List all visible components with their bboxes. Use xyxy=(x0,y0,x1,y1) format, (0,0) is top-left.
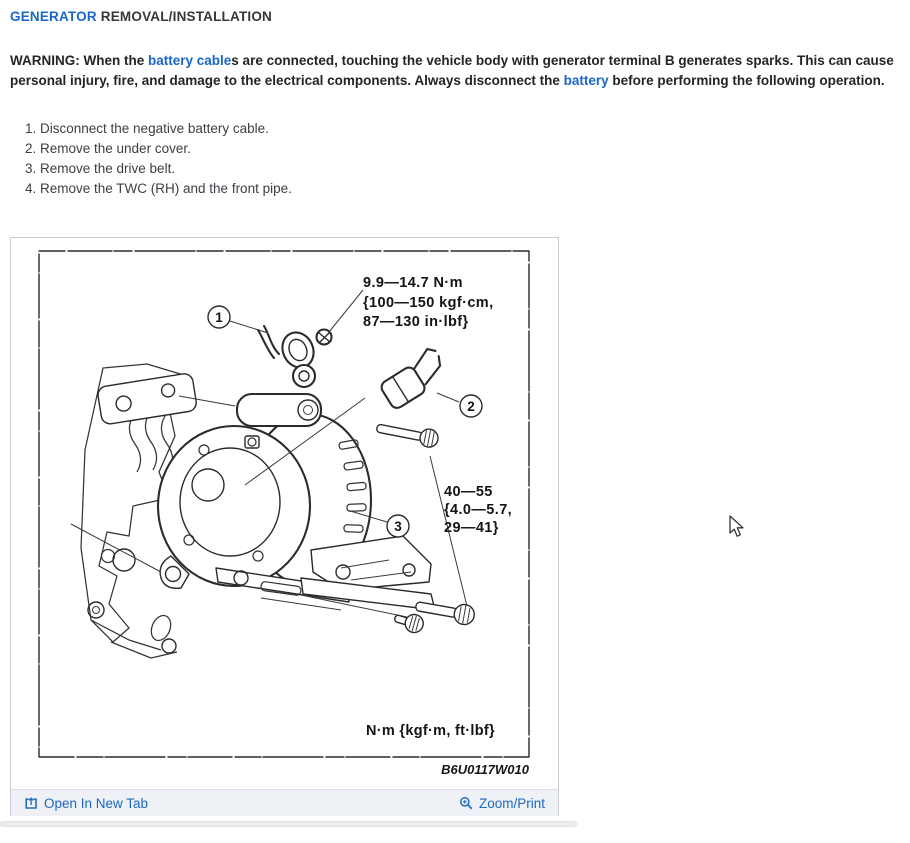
svg-text:3: 3 xyxy=(394,519,402,534)
callout-3 xyxy=(387,515,409,537)
battery-link[interactable]: battery xyxy=(563,73,609,88)
units-note: N·m {kgf·m, ft·lbf} xyxy=(366,723,495,739)
generator-link[interactable]: GENERATOR xyxy=(10,9,97,24)
bottom-divider-strip xyxy=(0,821,577,827)
magnifier-plus-icon xyxy=(459,796,473,810)
warning-text: before performing the following operation. xyxy=(608,73,885,88)
open-in-new-tab-link[interactable] xyxy=(24,796,148,811)
figure-footer xyxy=(11,789,558,816)
svg-text:9.9—14.7 N·m: 9.9—14.7 N·m xyxy=(363,275,463,291)
upper-bolt-drawing xyxy=(375,419,439,448)
procedure-steps xyxy=(10,119,898,199)
article-content xyxy=(0,9,910,199)
figure-code: B6U0117W010 xyxy=(441,762,529,777)
svg-text:{4.0—5.7,: {4.0—5.7, xyxy=(444,502,513,518)
lower-short-bolt-drawing xyxy=(393,609,426,634)
svg-text:87—130 in·lbf}: 87—130 in·lbf} xyxy=(363,314,469,330)
diagram-svg xyxy=(11,238,560,789)
svg-text:40—55: 40—55 xyxy=(444,484,493,500)
page-title-rest: REMOVAL/INSTALLATION xyxy=(100,9,272,24)
zoom-print-label: Zoom/Print xyxy=(478,795,545,811)
callout-1 xyxy=(208,306,230,328)
zoom-print-link[interactable] xyxy=(459,796,545,811)
callout-2 xyxy=(460,395,482,417)
figure-card xyxy=(10,237,559,816)
generator-diagram xyxy=(11,238,558,789)
warning-paragraph xyxy=(10,51,898,91)
step-item: 1. Disconnect the negative battery cable. xyxy=(40,119,898,139)
terminal-wire-drawing xyxy=(258,326,319,387)
svg-text:2: 2 xyxy=(467,399,475,414)
step-item: 2. Remove the under cover. xyxy=(40,139,898,159)
svg-text:{100—150 kgf·cm,: {100—150 kgf·cm, xyxy=(363,295,494,311)
mouse-cursor-icon xyxy=(729,515,747,544)
torque-label-2 xyxy=(444,484,512,536)
open-in-new-icon xyxy=(24,796,38,810)
open-in-new-tab-label: Open In New Tab xyxy=(44,795,149,811)
torque-label-1 xyxy=(363,275,494,330)
step-item: 4. Remove the TWC (RH) and the front pipe. xyxy=(40,179,898,199)
battery-cable-link[interactable]: battery cable xyxy=(148,53,232,68)
warning-text: s are connected, touching the vehicle body with generator terminal B generates sparks. This can cause personal injury, fire, and damage to the electrical components. Always disconnect the xyxy=(10,53,894,88)
warning-text: WARNING: When the xyxy=(10,53,148,68)
connector-drawing xyxy=(376,346,451,411)
step-item: 3. Remove the drive belt. xyxy=(40,159,898,179)
page-title xyxy=(10,9,898,24)
svg-text:1: 1 xyxy=(215,310,223,325)
svg-text:29—41}: 29—41} xyxy=(444,520,499,536)
